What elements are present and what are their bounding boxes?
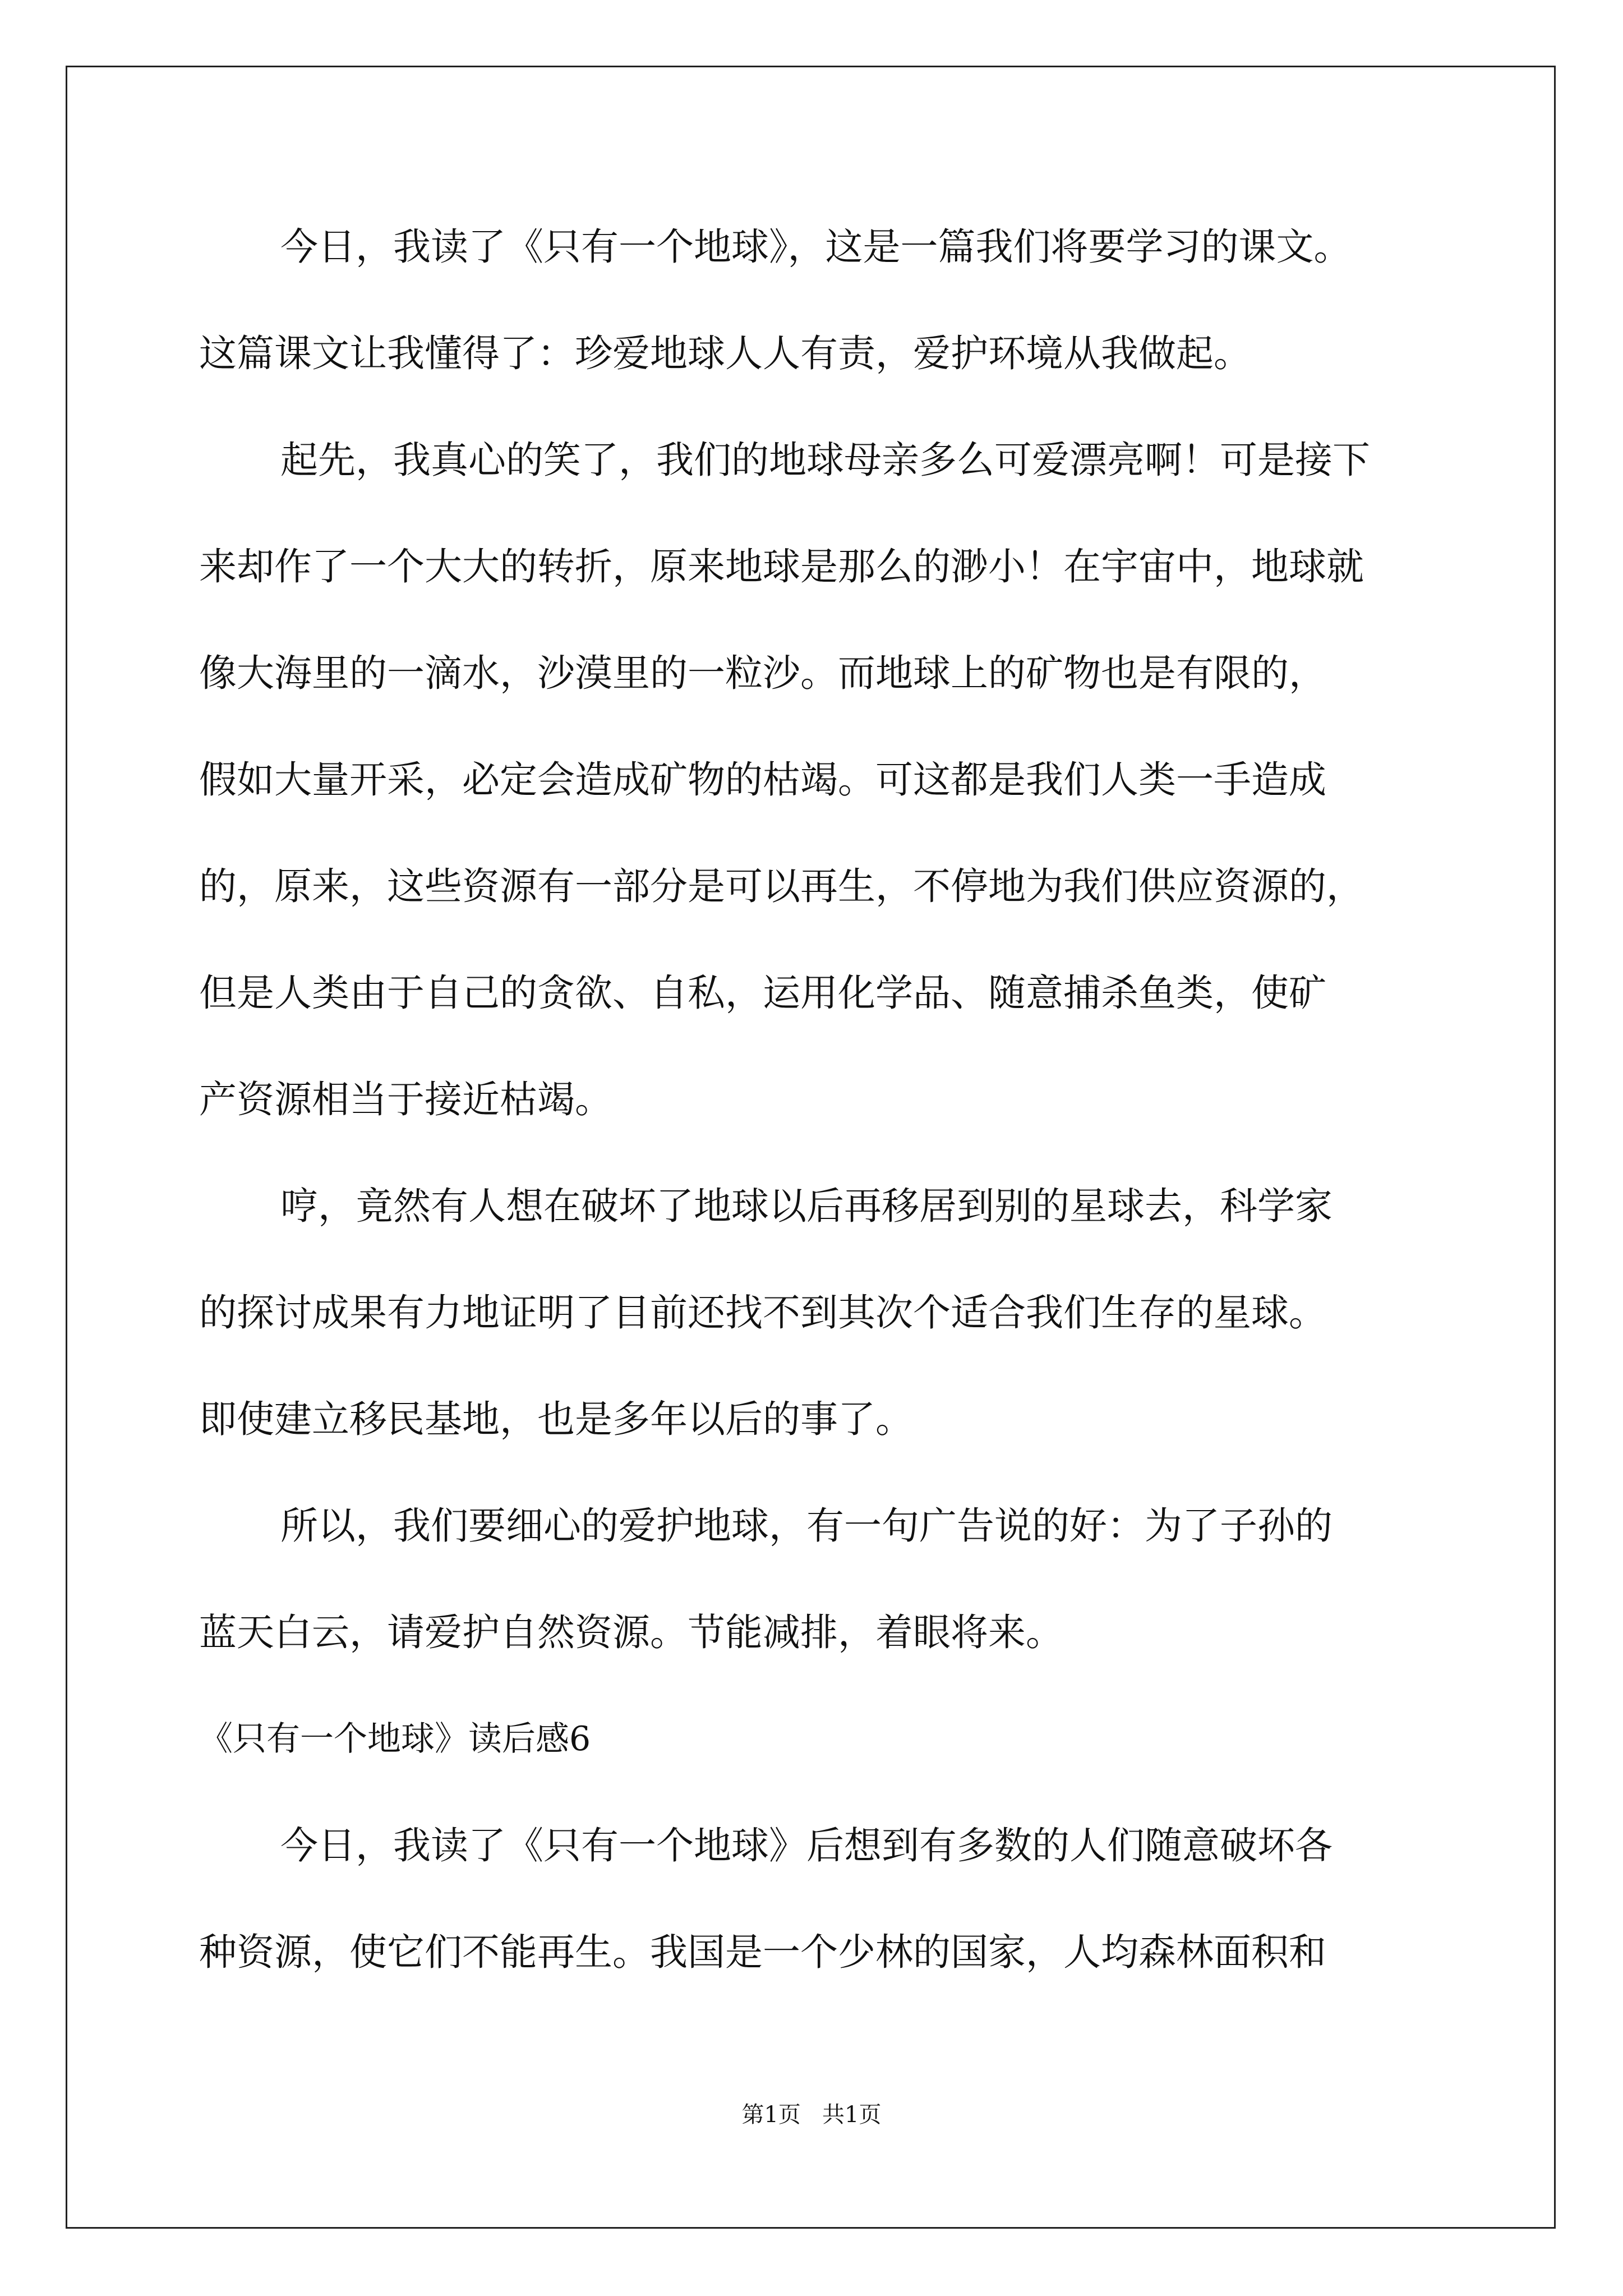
- paragraph-3-line-2: 的探讨成果有力地证明了目前还找不到其次个适合我们生存的星球。: [199, 1291, 1326, 1335]
- paragraph-1-line-2: 这篇课文让我懂得了：珍爱地球人人有责，爱护环境从我做起。: [199, 332, 1251, 375]
- section-heading: 《只有一个地球》读后感6: [199, 1719, 591, 1759]
- paragraph-2-line-3: 像大海里的一滴水，沙漠里的一粒沙。而地球上的矿物也是有限的，: [199, 651, 1326, 695]
- paragraph-5-line-2: 种资源，使它们不能再生。我国是一个少林的国家，人均森林面积和: [199, 1930, 1326, 1974]
- paragraph-2-line-2: 来却作了一个大大的转折，原来地球是那么的渺小！在宇宙中，地球就: [199, 545, 1364, 588]
- page-border: [66, 66, 1556, 2229]
- paragraph-2-line-7: 产资源相当于接近枯竭。: [199, 1078, 612, 1121]
- paragraph-3-line-1: 哼，竟然有人想在破坏了地球以后再移居到别的星球去，科学家: [280, 1184, 1332, 1228]
- page-footer: 第1页 共1页: [741, 2102, 882, 2128]
- paragraph-2-line-4: 假如大量开采，必定会造成矿物的枯竭。可这都是我们人类一手造成: [199, 758, 1326, 802]
- paragraph-4-line-2: 蓝天白云，请爱护自然资源。节能减排，着眼将来。: [199, 1611, 1063, 1654]
- paragraph-5-line-1: 今日，我读了《只有一个地球》后想到有多数的人们随意破坏各: [280, 1824, 1332, 1867]
- paragraph-4-line-1: 所以，我们要细心的爱护地球，有一句广告说的好：为了子孙的: [280, 1504, 1332, 1548]
- paragraph-1-line-1: 今日，我读了《只有一个地球》，这是一篇我们将要学习的课文。: [280, 225, 1352, 269]
- paragraph-2-line-6: 但是人类由于自己的贪欲、自私，运用化学品、随意捕杀鱼类，使矿: [199, 971, 1326, 1015]
- paragraph-3-line-3: 即使建立移民基地，也是多年以后的事了。: [199, 1397, 913, 1441]
- paragraph-2-line-1: 起先，我真心的笑了，我们的地球母亲多么可爱漂亮啊！可是接下: [280, 438, 1370, 482]
- paragraph-2-line-5: 的，原来，这些资源有一部分是可以再生，不停地为我们供应资源的，: [199, 864, 1364, 908]
